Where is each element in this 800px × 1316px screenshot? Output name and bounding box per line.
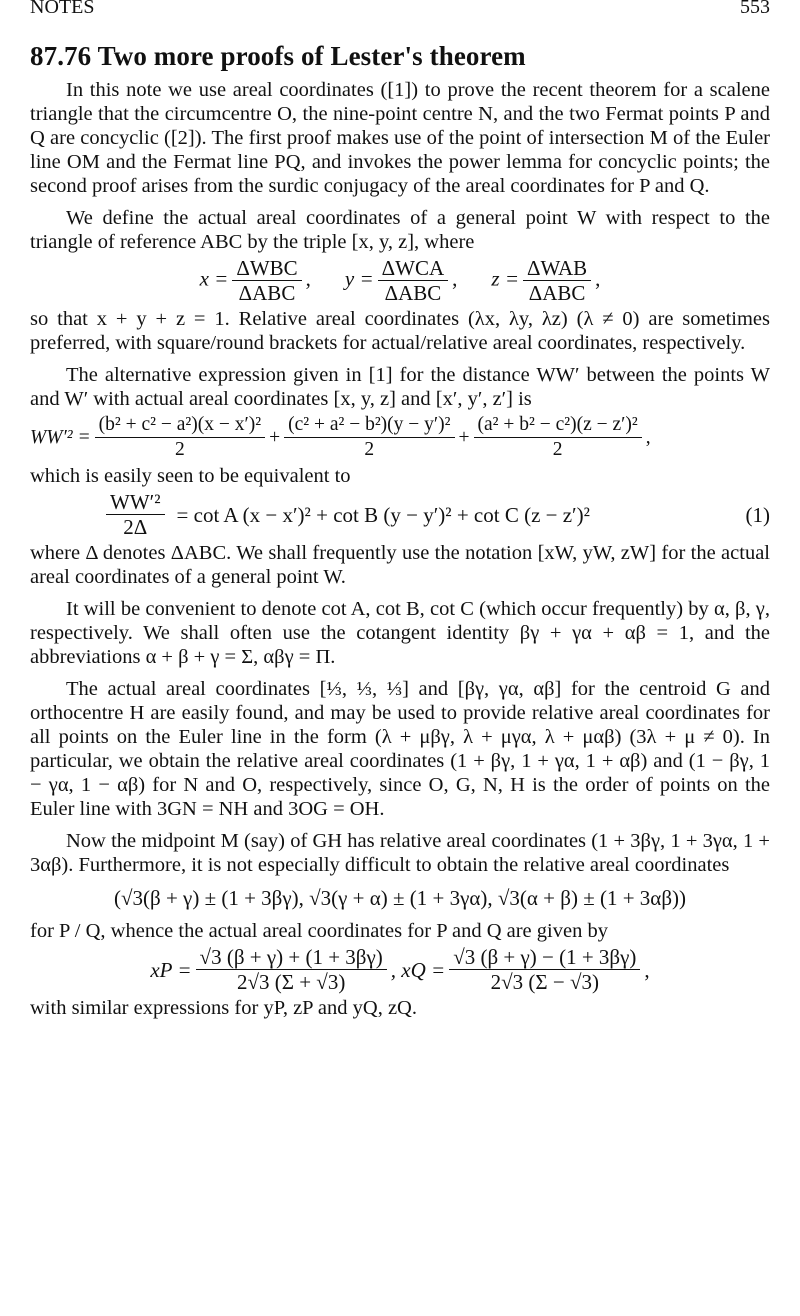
running-head: [30, 0, 770, 18]
paragraph-cotangent: It will be convenient to denote cot A, cot B, cot C (which occur frequently) by α, β, γ, respectively. We shall often use the cotangent identity βγ + γα + αβ = 1, and the abbreviations α + β + γ = Σ, αβγ = Π.: [30, 598, 770, 668]
paragraph-fermat-actual: for P / Q, whence the actual areal coordinates for P and Q are given by: [30, 920, 608, 942]
paragraph-notation: where Δ denotes ΔABC. We shall frequently use the notation [xW, yW, zW] for the actual areal coordinates of a general point W.: [30, 542, 770, 588]
note-title: 87.76 Two more proofs of Lester's theorem: [30, 41, 526, 71]
paragraph-definition: We define the actual areal coordinates of a general point W with respect to the triangle of reference ABC by the triple [x, y, z], where: [30, 207, 770, 253]
paragraph-equivalent: which is easily seen to be equivalent to: [30, 465, 351, 487]
paragraph-relative-coordinates: so that x + y + z = 1. Relative areal coordinates (λx, λy, λz) (λ ≠ 0) are sometimes preferred, with square/round brackets for actual/relative areal coordinates, respectively.: [30, 308, 770, 354]
equation-fermat-actual: xP = $\frac{√3 (\beta + \gamma) + (1 + 3\beta\gamma)}{2√3 (\Sigma + √3)}$ , xQ = $\frac{√3 (\beta + \gamma) - (1 + 3\beta\gamma)}{2√3 (\Sigma - √3)}$ ,: [150, 945, 650, 994]
equation-distance: WW′² = $\frac{\text{(b² + c² − a²)(x − x′)²}}{2}$ + $\frac{\text{(c² + a² − b²)(y − y′)²}}{2}$ + $\frac{\text{(a² + b² − c²)(z − z′)²}}{2}$ ,: [30, 414, 651, 460]
running-head-left: NOTES: [30, 0, 95, 18]
paragraph-midpoint: Now the midpoint M (say) of GH has relative areal coordinates (1 + 3βγ, 1 + 3γα, 1 + 3αβ). Furthermore, it is not especially difficult to obtain the relative areal coordinates: [30, 830, 770, 876]
paragraph-euler-line: The actual areal coordinates [⅓, ⅓, ⅓] and [βγ, γα, αβ] for the centroid G and orthocentre H are easily found, and may be used to provide relative areal coordinates for all points on the Euler line in the form (λ + μβγ, λ + μγα, λ + μαβ) (3λ + μ ≠ 0). In particular, we obtain the relative areal coordinates (1 + βγ, 1 + γα, 1 + αβ) and (1 − βγ, 1 − γα, 1 − αβ) for N and O, respectively, since O, G, N, H is the order of points on the Euler line with 3GN = NH and 3OG = OH.: [30, 678, 770, 820]
equation-number: (1): [745, 502, 770, 527]
paragraph-distance-intro: The alternative expression given in [1] for the distance WW′ between the points W and W′ with actual areal coordinates [x, y, z] and [x′, y′, z′] is: [30, 364, 770, 410]
paragraph-similar: with similar expressions for yP, zP and yQ, zQ.: [30, 997, 417, 1019]
page-number: 553: [740, 0, 770, 18]
paragraph-intro: In this note we use areal coordinates ([1]) to prove the recent theorem for a scalene triangle that the circumcentre O, the nine-point centre N, and the two Fermat points P and Q are concyclic ([2]). The first proof makes use of the point of intersection M of the Euler line OM and the Fermat line PQ, and invokes the power lemma for concyclic points; the second proof arises from the surdic conjugacy of the areal coordinates for P and Q.: [30, 79, 770, 197]
equation-1: $\frac{\text{WW′²}}{2\Delta}$ = cot A (x − x′)² + cot B (y − y′)² + cot C (z − z′)² (1): [30, 490, 770, 539]
equation-fermat-relative: (√3(β + γ) ± (1 + 3βγ), √3(γ + α) ± (1 + 3γα), √3(α + β) ± (1 + 3αβ)): [114, 886, 686, 910]
equation-areal-definitions: x = $\frac{\text{ΔWBC}}{\text{ΔABC}}$ , y = $\frac{\text{ΔWCA}}{\text{ΔABC}}$ , z = $\frac{\text{ΔWAB}}{\text{ΔABC}}$ ,: [199, 256, 601, 305]
